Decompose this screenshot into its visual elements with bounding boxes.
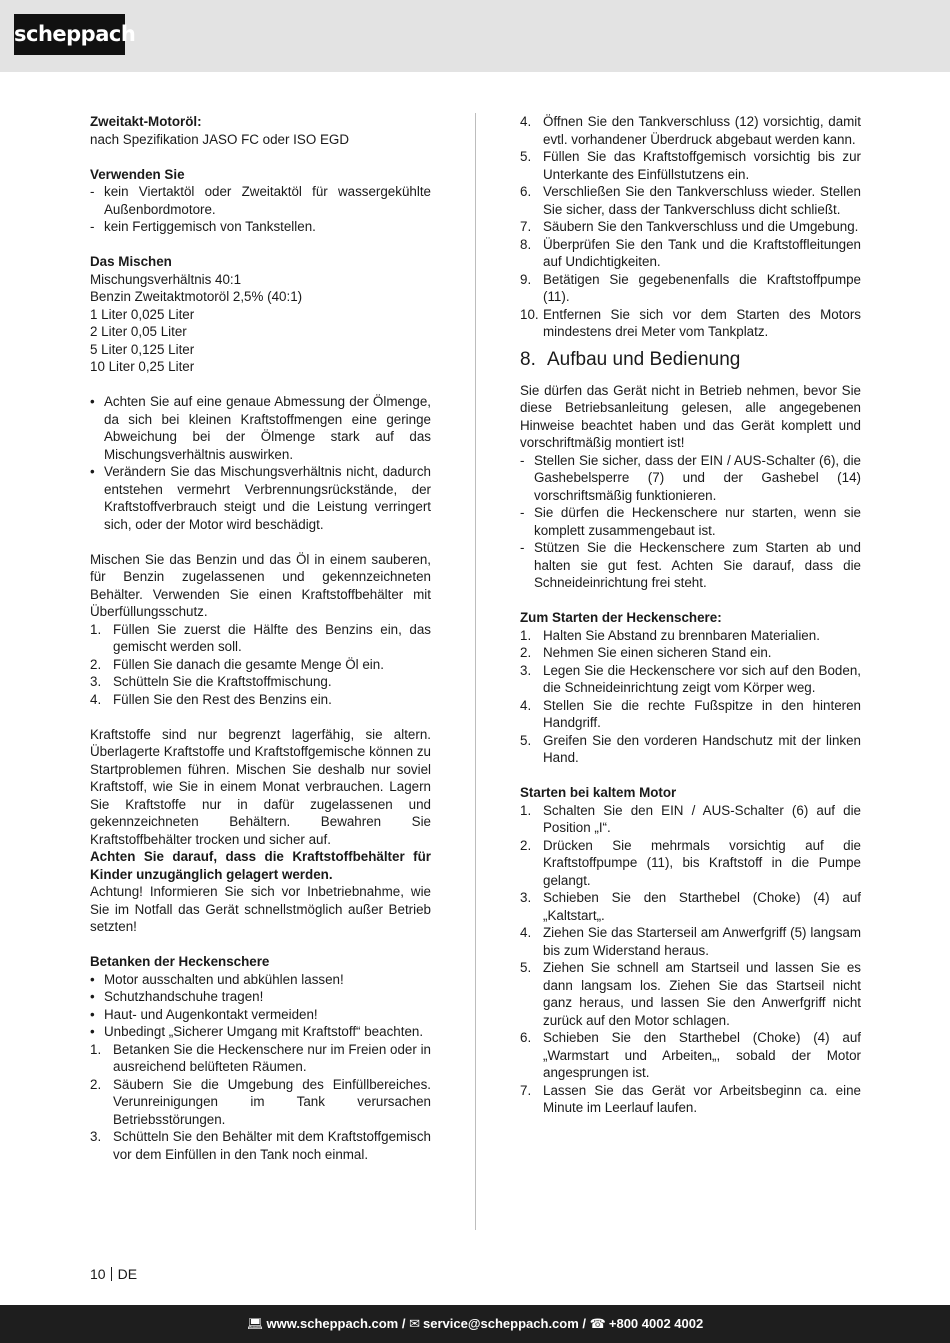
- phone-link[interactable]: +800 4002 4002: [608, 1316, 704, 1331]
- list-item: 1. Füllen Sie zuerst die Hälfte des Benzins ein, das gemischt werden soll.: [90, 621, 431, 654]
- column-divider: [475, 113, 476, 1230]
- oil-spec: nach Spezifikation JASO FC oder ISO EGD: [90, 131, 349, 147]
- list-item: - Stützen Sie die Heckenschere zum Starten ab und halten sie gut fest. Achten Sie darauf, dass die Schneideinrichtung frei steht.: [520, 540, 861, 590]
- list-item: • Motor ausschalten und abkühlen lassen!: [90, 971, 344, 987]
- list-item: 1. Betanken Sie die Heckenschere nur im Freien oder in ausreichend belüfteten Räumen.: [90, 1041, 431, 1074]
- list-item: • Unbedingt „Sicherer Umgang mit Kraftstoff“ beachten.: [90, 1024, 424, 1039]
- mix-line: 10 Liter 0,25 Liter: [90, 359, 195, 374]
- mix-title: Das Mischen: [90, 254, 172, 269]
- cold-start-title: Starten bei kaltem Motor: [520, 785, 677, 800]
- list-item: 3. Schütteln Sie den Behälter mit dem Kraftstoffgemisch vor dem Einfüllen in den Tank noch einmal.: [90, 1129, 431, 1162]
- storage-warning: Achten Sie darauf, dass die Kraftstoffbehälter für Kinder unzugänglich gelagert werden.: [90, 849, 431, 882]
- list-item: - kein Viertaktöl oder Zweitaktöl für wassergekühlte Außenbordmotore.: [90, 184, 431, 217]
- right-column: [520, 113, 861, 1117]
- list-item: 2. Drücken Sie mehrmals vorsichtig auf die Kraftstoffpumpe (11), bis Kraftstoff in die Pumpe gelangt.: [520, 837, 861, 888]
- language-code: DE: [117, 1266, 138, 1282]
- use-title: Verwenden Sie: [90, 166, 185, 182]
- phone-icon: ☎︎: [589, 1316, 606, 1331]
- oil-title: Zweitakt-Motoröl:: [90, 114, 202, 129]
- list-item: 10. Entfernen Sie sich vor dem Starten des Motors mindestens drei Meter vom Tankplatz.: [520, 306, 861, 339]
- list-item: 3. Legen Sie die Heckenschere vor sich auf den Boden, die Schneideinrichtung zeigt vom Körper weg.: [520, 662, 861, 695]
- list-item: 6. Schieben Sie den Starthebel (Choke) (4) auf „Warmstart und Arbeiten„, sobald der Motor angesprungen ist.: [520, 1030, 861, 1080]
- laptop-icon: 💻︎: [247, 1316, 264, 1331]
- list-item: 3. Schütteln Sie die Kraftstoffmischung.: [90, 674, 332, 689]
- list-item: 1. Schalten Sie den EIN / AUS-Schalter (6) auf die Position „I“.: [520, 802, 861, 835]
- list-item: • Haut- und Augenkontakt vermeiden!: [90, 1006, 318, 1022]
- page-header: [0, 0, 950, 72]
- list-item: 2. Nehmen Sie einen sicheren Stand ein.: [520, 645, 772, 660]
- email-link[interactable]: service@scheppach.com: [423, 1316, 579, 1331]
- list-item: 9. Betätigen Sie gegebenenfalls die Kraftstoffpumpe (11).: [520, 271, 861, 304]
- website-link[interactable]: www.scheppach.com: [266, 1316, 399, 1331]
- list-item: • Verändern Sie das Mischungsverhältnis nicht, dadurch entstehen vermehrt Verbrennungsrückstände, der Kraftstoffverbrauch steigt und die Leistung verringert sich, oder der Motor wird beschädigt.: [90, 464, 431, 532]
- envelope-icon: ✉︎: [409, 1316, 421, 1331]
- list-item: 8. Überprüfen Sie den Tank und die Kraftstoffleitungen auf Undichtigkeiten.: [520, 236, 861, 269]
- list-item: 7. Säubern Sie den Tankverschluss und die Umgebung.: [520, 219, 859, 234]
- storage-paragraph: Kraftstoffe sind nur begrenzt lagerfähig, sie altern. Überlagerte Kraftstoffe und Kraftstoffgemische können zu Startproblemen führen. Mischen Sie deshalb nur soviel Kraftstoff, wie Sie in einem Monat verbrauchen. Lagern Sie Kraftstoffe nur in dafür zugelassenen und gekennzeichneten Behältern. Bewahren Sie Kraftstoffbehälter trocken und sicher auf.: [90, 726, 431, 847]
- list-item: 4. Öffnen Sie den Tankverschluss (12) vorsichtig, damit evtl. vorhandener Überdruck abgebaut werden kann.: [520, 114, 861, 147]
- mix-line: 5 Liter 0,125 Liter: [90, 341, 195, 357]
- list-item: • Schutzhandschuhe tragen!: [90, 989, 264, 1004]
- mix-line: Benzin Zweitaktmotoröl 2,5% (40:1): [90, 289, 303, 304]
- mix-line: Mischungsverhältnis 40:1: [90, 271, 242, 287]
- list-item: 4. Ziehen Sie das Starterseil am Anwerfgriff (5) langsam bis zum Widerstand heraus.: [520, 925, 861, 958]
- list-item: • Achten Sie auf eine genaue Abmessung der Ölmenge, da sich bei kleinen Kraftstoffmengen eine geringe Abweichung bei der Ölmenge stark auf das Mischungsverhältnis auswirken.: [90, 394, 431, 462]
- list-item: 6. Verschließen Sie den Tankverschluss wieder. Stellen Sie sicher, dass der Tankverschluss dicht schließt.: [520, 184, 861, 217]
- scheppach-logo: scheppach: [14, 14, 125, 55]
- start-title: Zum Starten der Heckenschere:: [520, 610, 722, 625]
- section-heading: [520, 348, 861, 372]
- list-item: 5. Ziehen Sie schnell am Startseil und lassen Sie es dann langsam los. Ziehen Sie das Startseil nicht ganz heraus, und lassen Sie den Anwerfgriff nicht zurück auf den Motor schlagen.: [520, 960, 861, 1028]
- list-item: 7. Lassen Sie das Gerät vor Arbeitsbeginn ca. eine Minute im Leerlauf laufen.: [520, 1082, 861, 1115]
- mix-line: 1 Liter 0,025 Liter: [90, 306, 195, 322]
- list-item: - Sie dürfen die Heckenschere nur starten, wenn sie komplett zusammengebaut ist.: [520, 505, 861, 538]
- list-item: 1. Halten Sie Abstand zu brennbaren Materialien.: [520, 627, 820, 643]
- section-number: 8.: [520, 348, 536, 370]
- list-item: 2. Füllen Sie danach die gesamte Menge Öl ein.: [90, 656, 384, 672]
- storage-note: Achtung! Informieren Sie sich vor Inbetriebnahme, wie Sie im Notfall das Gerät schnellstmöglich außer Betrieb setzten!: [90, 884, 431, 934]
- list-item: 4. Füllen Sie den Rest des Benzins ein.: [90, 691, 332, 707]
- mix-line: 2 Liter 0,05 Liter: [90, 324, 187, 339]
- list-item: - kein Fertiggemisch von Tankstellen.: [90, 219, 316, 234]
- left-column: [90, 113, 431, 1163]
- page-footer: 💻︎ www.scheppach.com / ✉︎ service@scheppach.com / ☎︎ +800 4002 4002: [0, 1305, 950, 1343]
- fuel-title: Betanken der Heckenschere: [90, 954, 270, 969]
- list-item: 2. Säubern Sie die Umgebung des Einfüllbereiches. Verunreinigungen im Tank verursachen Betriebsstörungen.: [90, 1076, 431, 1127]
- page-number: 10 DE: [90, 1266, 138, 1282]
- list-item: - Stellen Sie sicher, dass der EIN / AUS-Schalter (6), die Gashebelsperre (7) und der Gashebel (14) vorschriftsmäßig funktionieren.: [520, 452, 861, 503]
- section-paragraph: Sie dürfen das Gerät nicht in Betrieb nehmen, bevor Sie diese Betriebsanleitung gelesen, alle angegebenen Hinweise beachtet haben und das Gerät komplett und vorschriftmäßig montiert ist!: [520, 382, 861, 450]
- section-title: Aufbau und Bedienung: [547, 348, 741, 370]
- list-item: 5. Greifen Sie den vorderen Handschutz mit der linken Hand.: [520, 732, 861, 765]
- list-item: 3. Schieben Sie den Starthebel (Choke) (4) auf „Kaltstart„.: [520, 890, 861, 923]
- list-item: 4. Stellen Sie die rechte Fußspitze in den hinteren Handgriff.: [520, 697, 861, 730]
- list-item: 5. Füllen Sie das Kraftstoffgemisch vorsichtig bis zur Unterkante des Einfüllstutzens ein.: [520, 149, 861, 182]
- mix-paragraph: Mischen Sie das Benzin und das Öl in einem sauberen, für Benzin zugelassenen und gekennzeichneten Behälter. Verwenden Sie einen Kraftstoffbehälter mit Überfüllungsschutz.: [90, 551, 431, 619]
